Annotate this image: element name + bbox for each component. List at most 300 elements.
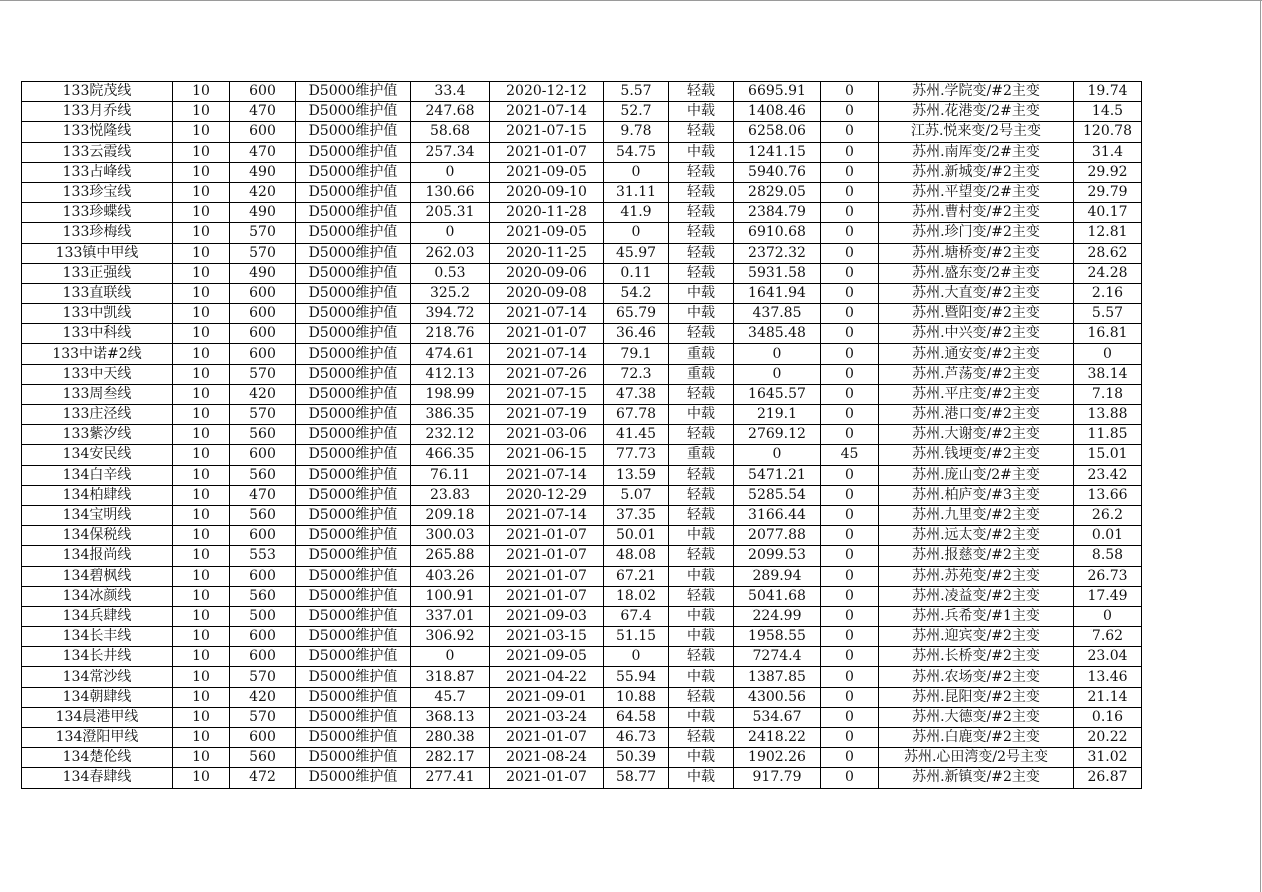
load-status-cell: 中载 — [669, 627, 734, 647]
table-row — [22, 425, 1142, 445]
rated-current-cell: 600 — [230, 728, 296, 748]
line-name-cell: 133云霞线 — [22, 142, 173, 162]
remaining-capacity-cell: 5931.58 — [734, 263, 821, 283]
table-row — [22, 162, 1142, 182]
current-cell: 280.38 — [411, 728, 490, 748]
value-cell: 29.92 — [1074, 162, 1142, 182]
date-cell: 2021-03-15 — [490, 627, 604, 647]
load-rate-cell: 13.59 — [604, 465, 669, 485]
source-cell: D5000维护值 — [296, 324, 411, 344]
load-rate-cell: 54.75 — [604, 142, 669, 162]
line-name-cell: 133镇中甲线 — [22, 243, 173, 263]
table-row — [22, 505, 1142, 525]
remaining-capacity-cell: 2384.79 — [734, 203, 821, 223]
count-cell: 45 — [821, 445, 879, 465]
rated-current-cell: 560 — [230, 586, 296, 606]
substation-cell: 苏州.长桥变/#2主变 — [879, 647, 1074, 667]
value-cell: 120.78 — [1074, 122, 1142, 142]
value-cell: 12.81 — [1074, 223, 1142, 243]
current-cell: 474.61 — [411, 344, 490, 364]
date-cell: 2021-07-14 — [490, 344, 604, 364]
substation-cell: 苏州.柏庐变/#3主变 — [879, 485, 1074, 505]
value-cell: 16.81 — [1074, 324, 1142, 344]
load-rate-cell: 50.39 — [604, 748, 669, 768]
count-cell: 0 — [821, 505, 879, 525]
count-cell: 0 — [821, 122, 879, 142]
rated-current-cell: 570 — [230, 364, 296, 384]
line-name-cell: 134晨港甲线 — [22, 707, 173, 727]
rated-current-cell: 420 — [230, 182, 296, 202]
substation-cell: 苏州.学院变/#2主变 — [879, 82, 1074, 102]
value-cell: 31.4 — [1074, 142, 1142, 162]
voltage-cell: 10 — [173, 687, 230, 707]
substation-cell: 苏州.报慈变/#2主变 — [879, 546, 1074, 566]
load-status-cell: 轻载 — [669, 82, 734, 102]
line-name-cell: 133中诺#2线 — [22, 344, 173, 364]
remaining-capacity-cell: 224.99 — [734, 606, 821, 626]
load-status-cell: 中载 — [669, 748, 734, 768]
line-name-cell: 134碧枫线 — [22, 566, 173, 586]
current-cell: 403.26 — [411, 566, 490, 586]
source-cell: D5000维护值 — [296, 667, 411, 687]
load-rate-cell: 65.79 — [604, 304, 669, 324]
remaining-capacity-cell: 1387.85 — [734, 667, 821, 687]
date-cell: 2021-08-24 — [490, 748, 604, 768]
page-right-edge — [1260, 0, 1261, 892]
line-name-cell: 134白辛线 — [22, 465, 173, 485]
count-cell: 0 — [821, 102, 879, 122]
line-name-cell: 133珍宝线 — [22, 182, 173, 202]
table-row — [22, 728, 1142, 748]
table-row — [22, 667, 1142, 687]
load-status-cell: 轻载 — [669, 505, 734, 525]
load-status-cell: 轻载 — [669, 586, 734, 606]
table-row — [22, 223, 1142, 243]
table-row — [22, 465, 1142, 485]
load-rate-cell: 31.11 — [604, 182, 669, 202]
load-rate-cell: 41.45 — [604, 425, 669, 445]
source-cell: D5000维护值 — [296, 546, 411, 566]
source-cell: D5000维护值 — [296, 627, 411, 647]
remaining-capacity-cell: 219.1 — [734, 405, 821, 425]
remaining-capacity-cell: 917.79 — [734, 768, 821, 788]
table-row — [22, 606, 1142, 626]
remaining-capacity-cell: 5471.21 — [734, 465, 821, 485]
line-name-cell: 133月乔线 — [22, 102, 173, 122]
value-cell: 7.62 — [1074, 627, 1142, 647]
table-row — [22, 566, 1142, 586]
voltage-cell: 10 — [173, 485, 230, 505]
date-cell: 2021-03-06 — [490, 425, 604, 445]
voltage-cell: 10 — [173, 647, 230, 667]
date-cell: 2021-01-07 — [490, 142, 604, 162]
count-cell: 0 — [821, 142, 879, 162]
date-cell: 2021-01-07 — [490, 768, 604, 788]
remaining-capacity-cell: 1902.26 — [734, 748, 821, 768]
remaining-capacity-cell: 0 — [734, 445, 821, 465]
count-cell: 0 — [821, 647, 879, 667]
remaining-capacity-cell: 7274.4 — [734, 647, 821, 667]
value-cell: 40.17 — [1074, 203, 1142, 223]
source-cell: D5000维护值 — [296, 142, 411, 162]
substation-cell: 苏州.钱埂变/#2主变 — [879, 445, 1074, 465]
substation-cell: 苏州.大谢变/#2主变 — [879, 425, 1074, 445]
date-cell: 2021-09-01 — [490, 687, 604, 707]
source-cell: D5000维护值 — [296, 425, 411, 445]
value-cell: 13.88 — [1074, 405, 1142, 425]
load-status-cell: 轻载 — [669, 425, 734, 445]
remaining-capacity-cell: 1408.46 — [734, 102, 821, 122]
date-cell: 2020-09-10 — [490, 182, 604, 202]
voltage-cell: 10 — [173, 606, 230, 626]
value-cell: 19.74 — [1074, 82, 1142, 102]
load-rate-cell: 18.02 — [604, 586, 669, 606]
substation-cell: 苏州.凌益变/#2主变 — [879, 586, 1074, 606]
source-cell: D5000维护值 — [296, 203, 411, 223]
voltage-cell: 10 — [173, 324, 230, 344]
rated-current-cell: 600 — [230, 283, 296, 303]
substation-cell: 江苏.悦来变/2号主变 — [879, 122, 1074, 142]
table-row — [22, 324, 1142, 344]
source-cell: D5000维护值 — [296, 748, 411, 768]
rated-current-cell: 600 — [230, 445, 296, 465]
value-cell: 20.22 — [1074, 728, 1142, 748]
value-cell: 28.62 — [1074, 243, 1142, 263]
load-status-cell: 中载 — [669, 283, 734, 303]
date-cell: 2021-03-24 — [490, 707, 604, 727]
remaining-capacity-cell: 1645.57 — [734, 384, 821, 404]
current-cell: 23.83 — [411, 485, 490, 505]
remaining-capacity-cell: 2099.53 — [734, 546, 821, 566]
load-rate-cell: 37.35 — [604, 505, 669, 525]
count-cell: 0 — [821, 606, 879, 626]
date-cell: 2020-12-12 — [490, 82, 604, 102]
rated-current-cell: 570 — [230, 243, 296, 263]
date-cell: 2021-01-07 — [490, 526, 604, 546]
table-row — [22, 586, 1142, 606]
table-row — [22, 344, 1142, 364]
substation-cell: 苏州.花港变/2#主变 — [879, 102, 1074, 122]
line-name-cell: 133紫汐线 — [22, 425, 173, 445]
value-cell: 29.79 — [1074, 182, 1142, 202]
substation-cell: 苏州.庞山变/2#主变 — [879, 465, 1074, 485]
line-name-cell: 133珍蝶线 — [22, 203, 173, 223]
rated-current-cell: 490 — [230, 162, 296, 182]
load-status-cell: 中载 — [669, 526, 734, 546]
load-status-cell: 中载 — [669, 142, 734, 162]
rated-current-cell: 600 — [230, 304, 296, 324]
rated-current-cell: 500 — [230, 606, 296, 626]
load-rate-cell: 0 — [604, 647, 669, 667]
substation-cell: 苏州.塘桥变/#2主变 — [879, 243, 1074, 263]
count-cell: 0 — [821, 243, 879, 263]
count-cell: 0 — [821, 627, 879, 647]
current-cell: 306.92 — [411, 627, 490, 647]
date-cell: 2020-11-28 — [490, 203, 604, 223]
substation-cell: 苏州.白鹿变/#2主变 — [879, 728, 1074, 748]
load-rate-cell: 52.7 — [604, 102, 669, 122]
voltage-cell: 10 — [173, 182, 230, 202]
count-cell: 0 — [821, 526, 879, 546]
load-status-cell: 轻载 — [669, 263, 734, 283]
line-name-cell: 134长井线 — [22, 647, 173, 667]
line-name-cell: 133庄泾线 — [22, 405, 173, 425]
substation-cell: 苏州.大德变/#2主变 — [879, 707, 1074, 727]
load-rate-cell: 50.01 — [604, 526, 669, 546]
value-cell: 2.16 — [1074, 283, 1142, 303]
line-name-cell: 133悦隆线 — [22, 122, 173, 142]
substation-cell: 苏州.昆阳变/#2主变 — [879, 687, 1074, 707]
current-cell: 247.68 — [411, 102, 490, 122]
current-cell: 0.53 — [411, 263, 490, 283]
value-cell: 24.28 — [1074, 263, 1142, 283]
date-cell: 2021-07-14 — [490, 465, 604, 485]
voltage-cell: 10 — [173, 667, 230, 687]
voltage-cell: 10 — [173, 364, 230, 384]
remaining-capacity-cell: 6695.91 — [734, 82, 821, 102]
substation-cell: 苏州.珍门变/#2主变 — [879, 223, 1074, 243]
rated-current-cell: 600 — [230, 627, 296, 647]
line-name-cell: 134宝明线 — [22, 505, 173, 525]
substation-cell: 苏州.盛东变/2#主变 — [879, 263, 1074, 283]
load-status-cell: 中载 — [669, 606, 734, 626]
current-cell: 0 — [411, 223, 490, 243]
substation-cell: 苏州.迎宾变/#2主变 — [879, 627, 1074, 647]
value-cell: 15.01 — [1074, 445, 1142, 465]
count-cell: 0 — [821, 364, 879, 384]
load-rate-cell: 9.78 — [604, 122, 669, 142]
load-status-cell: 中载 — [669, 405, 734, 425]
remaining-capacity-cell: 534.67 — [734, 707, 821, 727]
current-cell: 412.13 — [411, 364, 490, 384]
count-cell: 0 — [821, 263, 879, 283]
date-cell: 2021-07-14 — [490, 304, 604, 324]
line-name-cell: 134澄阳甲线 — [22, 728, 173, 748]
substation-cell: 苏州.新镇变/#2主变 — [879, 768, 1074, 788]
value-cell: 17.49 — [1074, 586, 1142, 606]
source-cell: D5000维护值 — [296, 82, 411, 102]
load-rate-cell: 45.97 — [604, 243, 669, 263]
table-row — [22, 122, 1142, 142]
date-cell: 2021-09-05 — [490, 647, 604, 667]
date-cell: 2020-11-25 — [490, 243, 604, 263]
value-cell: 26.2 — [1074, 505, 1142, 525]
line-name-cell: 133中凯线 — [22, 304, 173, 324]
load-status-cell: 轻载 — [669, 203, 734, 223]
source-cell: D5000维护值 — [296, 465, 411, 485]
rated-current-cell: 472 — [230, 768, 296, 788]
value-cell: 0.01 — [1074, 526, 1142, 546]
voltage-cell: 10 — [173, 384, 230, 404]
voltage-cell: 10 — [173, 102, 230, 122]
load-status-cell: 轻载 — [669, 728, 734, 748]
remaining-capacity-cell: 2418.22 — [734, 728, 821, 748]
date-cell: 2021-09-05 — [490, 162, 604, 182]
date-cell: 2020-09-06 — [490, 263, 604, 283]
rated-current-cell: 560 — [230, 465, 296, 485]
rated-current-cell: 570 — [230, 405, 296, 425]
value-cell: 0 — [1074, 606, 1142, 626]
date-cell: 2021-01-07 — [490, 546, 604, 566]
rated-current-cell: 600 — [230, 344, 296, 364]
voltage-cell: 10 — [173, 728, 230, 748]
table-row — [22, 445, 1142, 465]
rated-current-cell: 560 — [230, 748, 296, 768]
current-cell: 130.66 — [411, 182, 490, 202]
value-cell: 26.73 — [1074, 566, 1142, 586]
load-status-cell: 轻载 — [669, 546, 734, 566]
load-status-cell: 中载 — [669, 566, 734, 586]
remaining-capacity-cell: 6258.06 — [734, 122, 821, 142]
source-cell: D5000维护值 — [296, 304, 411, 324]
current-cell: 466.35 — [411, 445, 490, 465]
substation-cell: 苏州.九里变/#2主变 — [879, 505, 1074, 525]
load-status-cell: 轻载 — [669, 324, 734, 344]
remaining-capacity-cell: 1958.55 — [734, 627, 821, 647]
load-status-cell: 轻载 — [669, 182, 734, 202]
voltage-cell: 10 — [173, 223, 230, 243]
line-name-cell: 134长丰线 — [22, 627, 173, 647]
count-cell: 0 — [821, 485, 879, 505]
current-cell: 265.88 — [411, 546, 490, 566]
source-cell: D5000维护值 — [296, 606, 411, 626]
source-cell: D5000维护值 — [296, 405, 411, 425]
source-cell: D5000维护值 — [296, 526, 411, 546]
count-cell: 0 — [821, 546, 879, 566]
current-cell: 0 — [411, 647, 490, 667]
load-status-cell: 轻载 — [669, 243, 734, 263]
date-cell: 2021-04-22 — [490, 667, 604, 687]
line-name-cell: 134春肆线 — [22, 768, 173, 788]
substation-cell: 苏州.新城变/#2主变 — [879, 162, 1074, 182]
load-status-cell: 中载 — [669, 707, 734, 727]
load-status-cell: 轻载 — [669, 465, 734, 485]
load-rate-cell: 5.07 — [604, 485, 669, 505]
load-status-cell: 轻载 — [669, 647, 734, 667]
table-row — [22, 647, 1142, 667]
source-cell: D5000维护值 — [296, 647, 411, 667]
source-cell: D5000维护值 — [296, 384, 411, 404]
remaining-capacity-cell: 3166.44 — [734, 505, 821, 525]
value-cell: 13.46 — [1074, 667, 1142, 687]
voltage-cell: 10 — [173, 768, 230, 788]
substation-cell: 苏州.心田湾变/2号主变 — [879, 748, 1074, 768]
remaining-capacity-cell: 0 — [734, 364, 821, 384]
rated-current-cell: 600 — [230, 122, 296, 142]
load-status-cell: 中载 — [669, 667, 734, 687]
source-cell: D5000维护值 — [296, 768, 411, 788]
date-cell: 2021-01-07 — [490, 566, 604, 586]
load-status-cell: 轻载 — [669, 384, 734, 404]
voltage-cell: 10 — [173, 405, 230, 425]
substation-cell: 苏州.通安变/#2主变 — [879, 344, 1074, 364]
value-cell: 23.42 — [1074, 465, 1142, 485]
voltage-cell: 10 — [173, 707, 230, 727]
source-cell: D5000维护值 — [296, 263, 411, 283]
load-rate-cell: 51.15 — [604, 627, 669, 647]
remaining-capacity-cell: 4300.56 — [734, 687, 821, 707]
remaining-capacity-cell: 5041.68 — [734, 586, 821, 606]
rated-current-cell: 600 — [230, 566, 296, 586]
rated-current-cell: 420 — [230, 384, 296, 404]
load-status-cell: 中载 — [669, 304, 734, 324]
table-row — [22, 707, 1142, 727]
date-cell: 2021-07-14 — [490, 505, 604, 525]
value-cell: 8.58 — [1074, 546, 1142, 566]
remaining-capacity-cell: 5285.54 — [734, 485, 821, 505]
value-cell: 0 — [1074, 344, 1142, 364]
line-name-cell: 134朝肆线 — [22, 687, 173, 707]
source-cell: D5000维护值 — [296, 243, 411, 263]
voltage-cell: 10 — [173, 505, 230, 525]
value-cell: 14.5 — [1074, 102, 1142, 122]
value-cell: 26.87 — [1074, 768, 1142, 788]
load-rate-cell: 5.57 — [604, 82, 669, 102]
rated-current-cell: 570 — [230, 667, 296, 687]
voltage-cell: 10 — [173, 263, 230, 283]
current-cell: 100.91 — [411, 586, 490, 606]
data-table — [21, 81, 1142, 789]
remaining-capacity-cell: 2372.32 — [734, 243, 821, 263]
current-cell: 209.18 — [411, 505, 490, 525]
substation-cell: 苏州.南厍变/2#主变 — [879, 142, 1074, 162]
substation-cell: 苏州.平望变/2#主变 — [879, 182, 1074, 202]
source-cell: D5000维护值 — [296, 162, 411, 182]
value-cell: 21.14 — [1074, 687, 1142, 707]
current-cell: 257.34 — [411, 142, 490, 162]
remaining-capacity-cell: 437.85 — [734, 304, 821, 324]
load-rate-cell: 0 — [604, 162, 669, 182]
load-rate-cell: 10.88 — [604, 687, 669, 707]
count-cell: 0 — [821, 748, 879, 768]
load-rate-cell: 77.73 — [604, 445, 669, 465]
count-cell: 0 — [821, 223, 879, 243]
count-cell: 0 — [821, 182, 879, 202]
voltage-cell: 10 — [173, 566, 230, 586]
voltage-cell: 10 — [173, 465, 230, 485]
line-name-cell: 134常沙线 — [22, 667, 173, 687]
count-cell: 0 — [821, 203, 879, 223]
table-row — [22, 203, 1142, 223]
current-cell: 318.87 — [411, 667, 490, 687]
load-status-cell: 轻载 — [669, 122, 734, 142]
rated-current-cell: 600 — [230, 526, 296, 546]
current-cell: 58.68 — [411, 122, 490, 142]
line-name-cell: 133周叁线 — [22, 384, 173, 404]
date-cell: 2021-06-15 — [490, 445, 604, 465]
count-cell: 0 — [821, 405, 879, 425]
voltage-cell: 10 — [173, 122, 230, 142]
rated-current-cell: 560 — [230, 505, 296, 525]
rated-current-cell: 600 — [230, 647, 296, 667]
voltage-cell: 10 — [173, 82, 230, 102]
current-cell: 325.2 — [411, 283, 490, 303]
voltage-cell: 10 — [173, 586, 230, 606]
line-name-cell: 133中天线 — [22, 364, 173, 384]
table-row — [22, 546, 1142, 566]
table-row — [22, 364, 1142, 384]
table-row — [22, 82, 1142, 102]
source-cell: D5000维护值 — [296, 687, 411, 707]
table-row — [22, 243, 1142, 263]
table-row — [22, 405, 1142, 425]
voltage-cell: 10 — [173, 445, 230, 465]
count-cell: 0 — [821, 304, 879, 324]
rated-current-cell: 600 — [230, 324, 296, 344]
remaining-capacity-cell: 2077.88 — [734, 526, 821, 546]
table-row — [22, 485, 1142, 505]
source-cell: D5000维护值 — [296, 445, 411, 465]
